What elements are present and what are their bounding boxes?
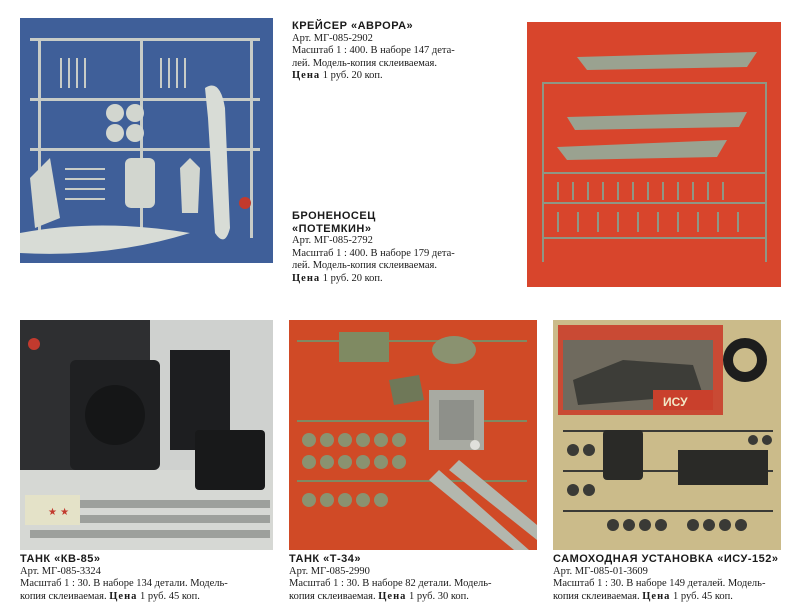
aurora-desc-line2: лей. Модель-копия склеиваемая. bbox=[292, 57, 437, 69]
kv85-article: Арт. МГ-085-3324 bbox=[20, 565, 101, 577]
aurora-kit-photo bbox=[20, 18, 273, 263]
aurora-caption bbox=[292, 20, 507, 83]
isu152-article: Арт. МГ-085-01-3609 bbox=[553, 565, 648, 577]
t34-caption bbox=[289, 553, 549, 603]
t34-article: Арт. МГ-085-2990 bbox=[289, 565, 370, 577]
isu-box-logo: ИСУ bbox=[663, 395, 688, 409]
isu152-price-label: Цена bbox=[642, 590, 671, 602]
kv85-price-value: 1 руб. 45 коп. bbox=[140, 590, 200, 602]
kv85-desc-line2: копия склеиваемая. bbox=[20, 590, 107, 602]
kv85-title: ТАНК «КВ-85» bbox=[20, 553, 101, 565]
kv85-sprue-graphic bbox=[20, 320, 273, 550]
isu152-title: САМОХОДНАЯ УСТАНОВКА «ИСУ-152» bbox=[553, 553, 779, 565]
potemkin-sprue-graphic bbox=[527, 22, 781, 287]
decal-stars: ★ ★ bbox=[48, 507, 70, 518]
t34-sprue-graphic bbox=[289, 320, 537, 550]
aurora-article: Арт. МГ-085-2902 bbox=[292, 32, 373, 44]
aurora-sprue-graphic bbox=[20, 18, 273, 263]
isu152-caption bbox=[553, 553, 798, 603]
t34-price-value: 1 руб. 30 коп. bbox=[409, 590, 469, 602]
kv85-desc-line1: Масштаб 1 : 30. В наборе 134 детали. Модель- bbox=[20, 578, 228, 589]
kv85-price-label: Цена bbox=[109, 590, 138, 602]
potemkin-kit-photo bbox=[527, 22, 781, 287]
potemkin-article: Арт. МГ-085-2792 bbox=[292, 235, 373, 246]
potemkin-price bbox=[292, 273, 507, 286]
t34-desc-line2-price bbox=[289, 591, 549, 604]
potemkin-desc-line1: Масштаб 1 : 400. В наборе 179 дета- bbox=[292, 247, 455, 259]
kv85-kit-photo bbox=[20, 320, 273, 550]
potemkin-price-value: 1 руб. 20 коп. bbox=[322, 272, 383, 284]
aurora-title: КРЕЙСЕР «АВРОРА» bbox=[292, 20, 414, 32]
isu152-sprue-graphic bbox=[553, 320, 781, 550]
potemkin-desc-line2: лей. Модель-копия склеиваемая. bbox=[292, 260, 437, 271]
t34-desc-line1: Масштаб 1 : 30. В наборе 82 детали. Модель- bbox=[289, 578, 492, 589]
kv85-desc-line2-price bbox=[20, 591, 280, 604]
isu152-kit-photo bbox=[553, 320, 781, 550]
potemkin-title-line1: БРОНЕНОСЕЦ bbox=[292, 210, 376, 222]
potemkin-caption bbox=[292, 210, 507, 285]
t34-desc-line2: копия склеиваемая. bbox=[289, 590, 376, 602]
isu152-desc-line1: Масштаб 1 : 30. В наборе 149 деталей. Модель- bbox=[553, 578, 766, 589]
t34-kit-photo bbox=[289, 320, 537, 550]
isu152-price-value: 1 руб. 45 коп. bbox=[673, 590, 733, 602]
aurora-price-label: Цена bbox=[292, 70, 321, 81]
aurora-desc-line1: Масштаб 1 : 400. В наборе 147 дета- bbox=[292, 45, 455, 56]
t34-price-label: Цена bbox=[378, 590, 407, 602]
potemkin-title-line2: «ПОТЕМКИН» bbox=[292, 222, 372, 235]
potemkin-price-label: Цена bbox=[292, 272, 321, 284]
isu152-desc-line2: копия склеиваемая. bbox=[553, 590, 640, 602]
aurora-price bbox=[292, 70, 507, 83]
t34-title: ТАНК «Т-34» bbox=[289, 553, 362, 565]
aurora-price-value: 1 руб. 20 коп. bbox=[322, 70, 383, 81]
isu152-desc-line2-price bbox=[553, 591, 798, 604]
kv85-caption bbox=[20, 553, 280, 603]
